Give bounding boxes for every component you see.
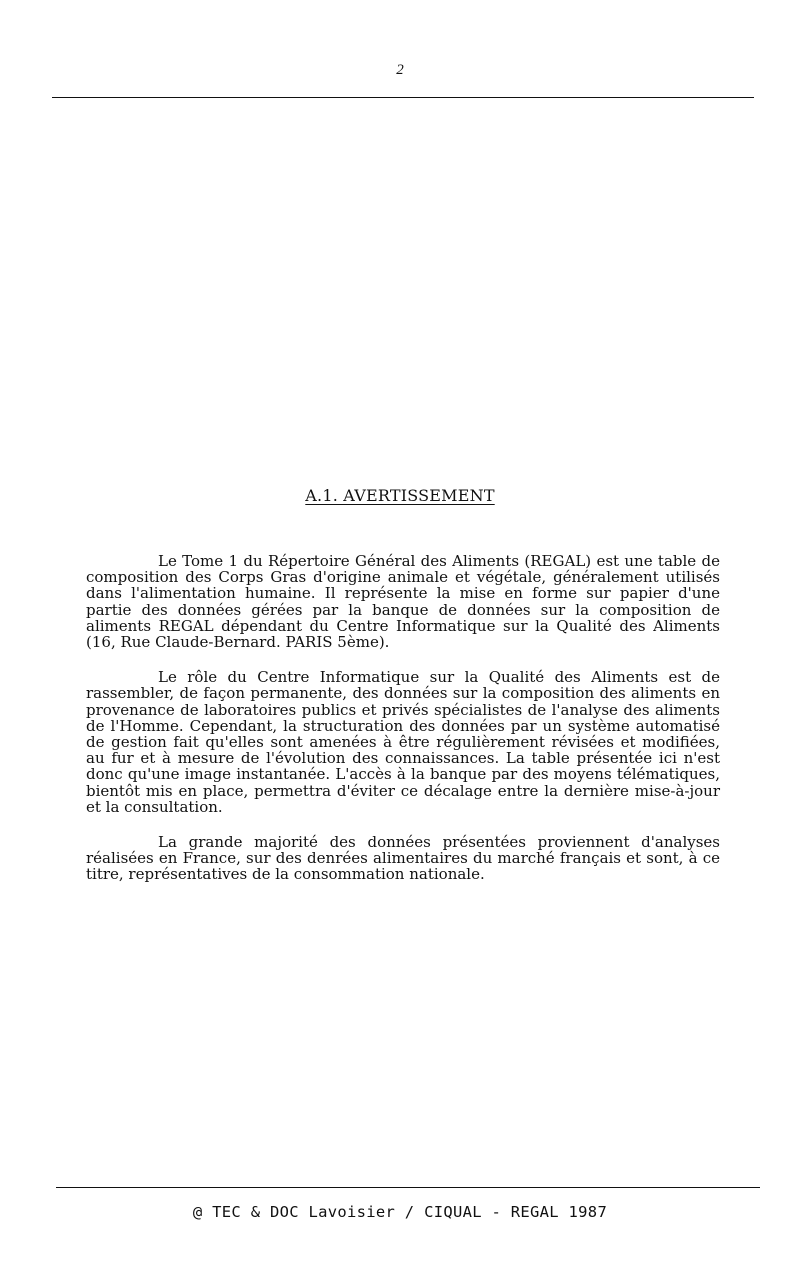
paragraph-2: Le rôle du Centre Informatique sur la Qualité des Aliments est de rassembler, de façon permanente, des données sur la composition des aliments en provenance de laboratoires publics et privés spécialistes de l'analyse des aliments de l'Homme. Cependant, la structuration des données par un système automatisé de gestion fait qu'elles sont amenées à être régulièrement révisées et modifiées, au fur et à mesure de l'évolution des connaissances. La table présentée ici n'est donc qu'une image instantanée. L'accès à la banque par des moyens télématiques, bientôt mis en place, permettra d'éviter ce décalage entre la dernière mise-à-jour et la consultation. (86, 668, 720, 816)
footer-copyright: @ TEC & DOC Lavoisier / CIQUAL - REGAL 1987 (192, 1203, 608, 1221)
section-heading (0, 486, 800, 506)
paragraph-1: Le Tome 1 du Répertoire Général des Aliments (REGAL) est une table de composition des Corps Gras d'origine animale et végétale, généralement utilisés dans l'alimentation humaine. Il représente la mise en forme sur papier d'une partie des données gérées par la banque de données sur la composition de aliments REGAL dépendant du Centre Informatique sur la Qualité des Aliments (16, Rue Claude-Bernard. PARIS 5ème). (86, 552, 720, 652)
footer-divider (56, 1187, 760, 1188)
paragraph-3: La grande majorité des données présentées proviennent d'analyses réalisées en France, sur des denrées alimentaires du marché français et sont, à ce titre, représentatives de la consommation nationale. (86, 833, 720, 884)
body-text (86, 553, 720, 902)
header-divider (52, 97, 754, 98)
page-number: 2 (396, 62, 404, 78)
section-title: A.1. AVERTISSEMENT (305, 486, 495, 505)
